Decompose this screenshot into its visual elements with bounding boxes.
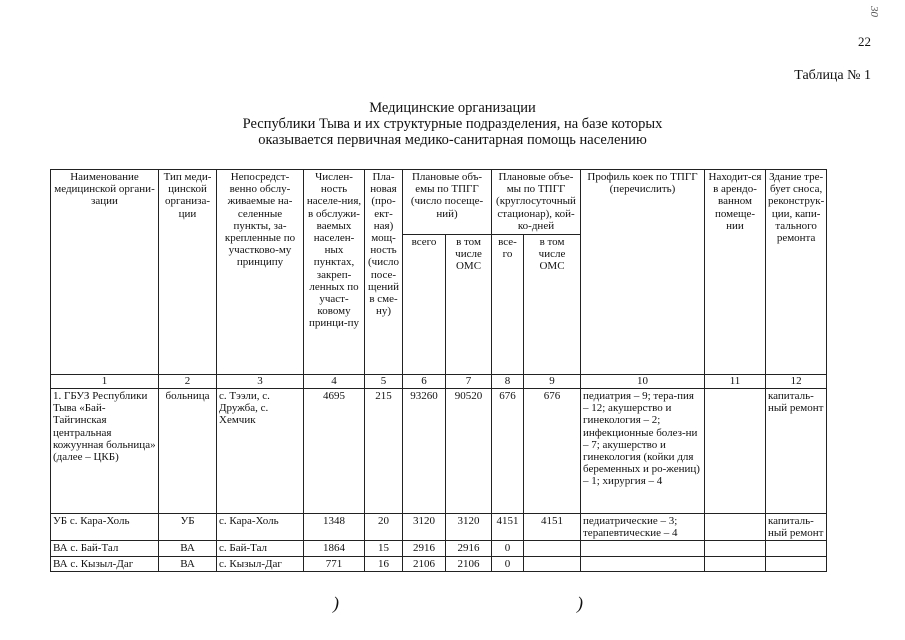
header-rented: Находит-ся в арендо-ванном помеще-нии xyxy=(705,170,766,375)
cell-beds-total: 0 xyxy=(492,556,524,571)
document-title xyxy=(0,100,905,148)
header-row-1 xyxy=(51,170,827,235)
cell-capacity: 15 xyxy=(365,541,403,556)
header-capacity: Пла-новая (про-ект-ная) мощ-ность (число посе-щений в сме-ну) xyxy=(365,170,403,375)
header-visits-group: Плановые объ-емы по ТПГГ (число посеще-ний) xyxy=(403,170,492,235)
header-beds-total: все-го xyxy=(492,235,524,375)
cell-population: 1348 xyxy=(304,514,365,541)
cell-visits-total: 3120 xyxy=(403,514,446,541)
cell-settlements: с. Кара-Холь xyxy=(217,514,304,541)
column-number: 11 xyxy=(705,375,766,389)
header-visits-total: всего xyxy=(403,235,446,375)
page-number: 22 xyxy=(858,34,871,49)
header-population: Числен-ность населе-ния, в обслужи-ваемых населен-ных пунктах, закреп-ленных по участ-ковому принци-пу xyxy=(304,170,365,375)
table-row xyxy=(51,541,827,556)
column-numbers-row xyxy=(51,375,827,389)
header-beds-oms: в том числе ОМС xyxy=(524,235,581,375)
title-line-1: Медицинские организации xyxy=(369,100,536,116)
cell-type: ВА xyxy=(159,541,217,556)
cell-visits-total: 93260 xyxy=(403,389,446,514)
cell-beds-total: 4151 xyxy=(492,514,524,541)
column-number: 7 xyxy=(446,375,492,389)
cell-repair xyxy=(766,541,827,556)
cell-type: больница xyxy=(159,389,217,514)
cell-repair: капиталь-ный ремонт xyxy=(766,514,827,541)
cell-name: 1. ГБУЗ Республики Тыва «Бай-Тайгинская центральная кожуунная больница» (далее – ЦКБ) xyxy=(51,389,159,514)
header-bed-profile: Профиль коек по ТПГГ (перечислить) xyxy=(581,170,705,375)
column-number: 5 xyxy=(365,375,403,389)
table-row xyxy=(51,556,827,571)
cell-bed-profile: педиатрические – 3; терапевтические – 4 xyxy=(581,514,705,541)
header-beds-group: Плановые объе-мы по ТПГГ (круглосуточный стационар), кой-ко-дней xyxy=(492,170,581,235)
cell-visits-oms: 2106 xyxy=(446,556,492,571)
table-row xyxy=(51,514,827,541)
medical-organizations-table xyxy=(50,169,827,572)
cell-beds-total: 0 xyxy=(492,541,524,556)
column-number: 3 xyxy=(217,375,304,389)
cell-visits-total: 2106 xyxy=(403,556,446,571)
cell-beds-oms xyxy=(524,541,581,556)
column-number: 12 xyxy=(766,375,827,389)
cell-capacity: 215 xyxy=(365,389,403,514)
cell-beds-oms xyxy=(524,556,581,571)
cell-beds-oms: 4151 xyxy=(524,514,581,541)
corner-page-mark: 30 xyxy=(868,6,880,17)
cell-visits-oms: 3120 xyxy=(446,514,492,541)
cell-settlements: с. Бай-Тал xyxy=(217,541,304,556)
cell-settlements: с. Тээли, с. Дружба, с. Хемчик xyxy=(217,389,304,514)
scan-mark-left: ) xyxy=(333,593,339,613)
column-number: 6 xyxy=(403,375,446,389)
header-name: Наименование медицинской органи-зации xyxy=(51,170,159,375)
cell-name: УБ с. Кара-Холь xyxy=(51,514,159,541)
header-settlements: Непосредст-венно обслу-живаемые на-селенные пункты, за-крепленные по участково-му принципу xyxy=(217,170,304,375)
cell-capacity: 16 xyxy=(365,556,403,571)
table-label: Таблица № 1 xyxy=(794,68,871,83)
cell-repair: капиталь-ный ремонт xyxy=(766,389,827,514)
header-repair: Здание тре-бует сноса, реконструк-ции, капи-тального ремонта xyxy=(766,170,827,375)
cell-population: 1864 xyxy=(304,541,365,556)
cell-repair xyxy=(766,556,827,571)
cell-rented xyxy=(705,389,766,514)
cell-rented xyxy=(705,556,766,571)
scan-mark-right: ) xyxy=(577,593,583,613)
cell-bed-profile: педиатрия – 9; тера-пия – 12; акушерство и гинекология – 2; инфекционные болез-ни – 7; акушерство и гинекология (койки для беременных и ро-жениц) – 1; хирургия – 4 xyxy=(581,389,705,514)
cell-bed-profile xyxy=(581,556,705,571)
cell-capacity: 20 xyxy=(365,514,403,541)
cell-rented xyxy=(705,514,766,541)
cell-type: ВА xyxy=(159,556,217,571)
table-row xyxy=(51,389,827,514)
title-line-2: Республики Тыва и их структурные подразделения, на базе которых xyxy=(242,116,663,132)
header-type: Тип меди-цинской организа-ции xyxy=(159,170,217,375)
cell-bed-profile xyxy=(581,541,705,556)
column-number: 4 xyxy=(304,375,365,389)
column-number: 2 xyxy=(159,375,217,389)
cell-population: 4695 xyxy=(304,389,365,514)
cell-visits-total: 2916 xyxy=(403,541,446,556)
cell-type: УБ xyxy=(159,514,217,541)
column-number: 10 xyxy=(581,375,705,389)
cell-population: 771 xyxy=(304,556,365,571)
cell-beds-oms: 676 xyxy=(524,389,581,514)
cell-visits-oms: 2916 xyxy=(446,541,492,556)
cell-name: ВА с. Бай-Тал xyxy=(51,541,159,556)
cell-visits-oms: 90520 xyxy=(446,389,492,514)
cell-name: ВА с. Кызыл-Даг xyxy=(51,556,159,571)
cell-settlements: с. Кызыл-Даг xyxy=(217,556,304,571)
cell-rented xyxy=(705,541,766,556)
cell-beds-total: 676 xyxy=(492,389,524,514)
header-visits-oms: в том числе ОМС xyxy=(446,235,492,375)
column-number: 1 xyxy=(51,375,159,389)
title-line-3: оказывается первичная медико-санитарная помощь населению xyxy=(258,132,647,148)
column-number: 8 xyxy=(492,375,524,389)
column-number: 9 xyxy=(524,375,581,389)
